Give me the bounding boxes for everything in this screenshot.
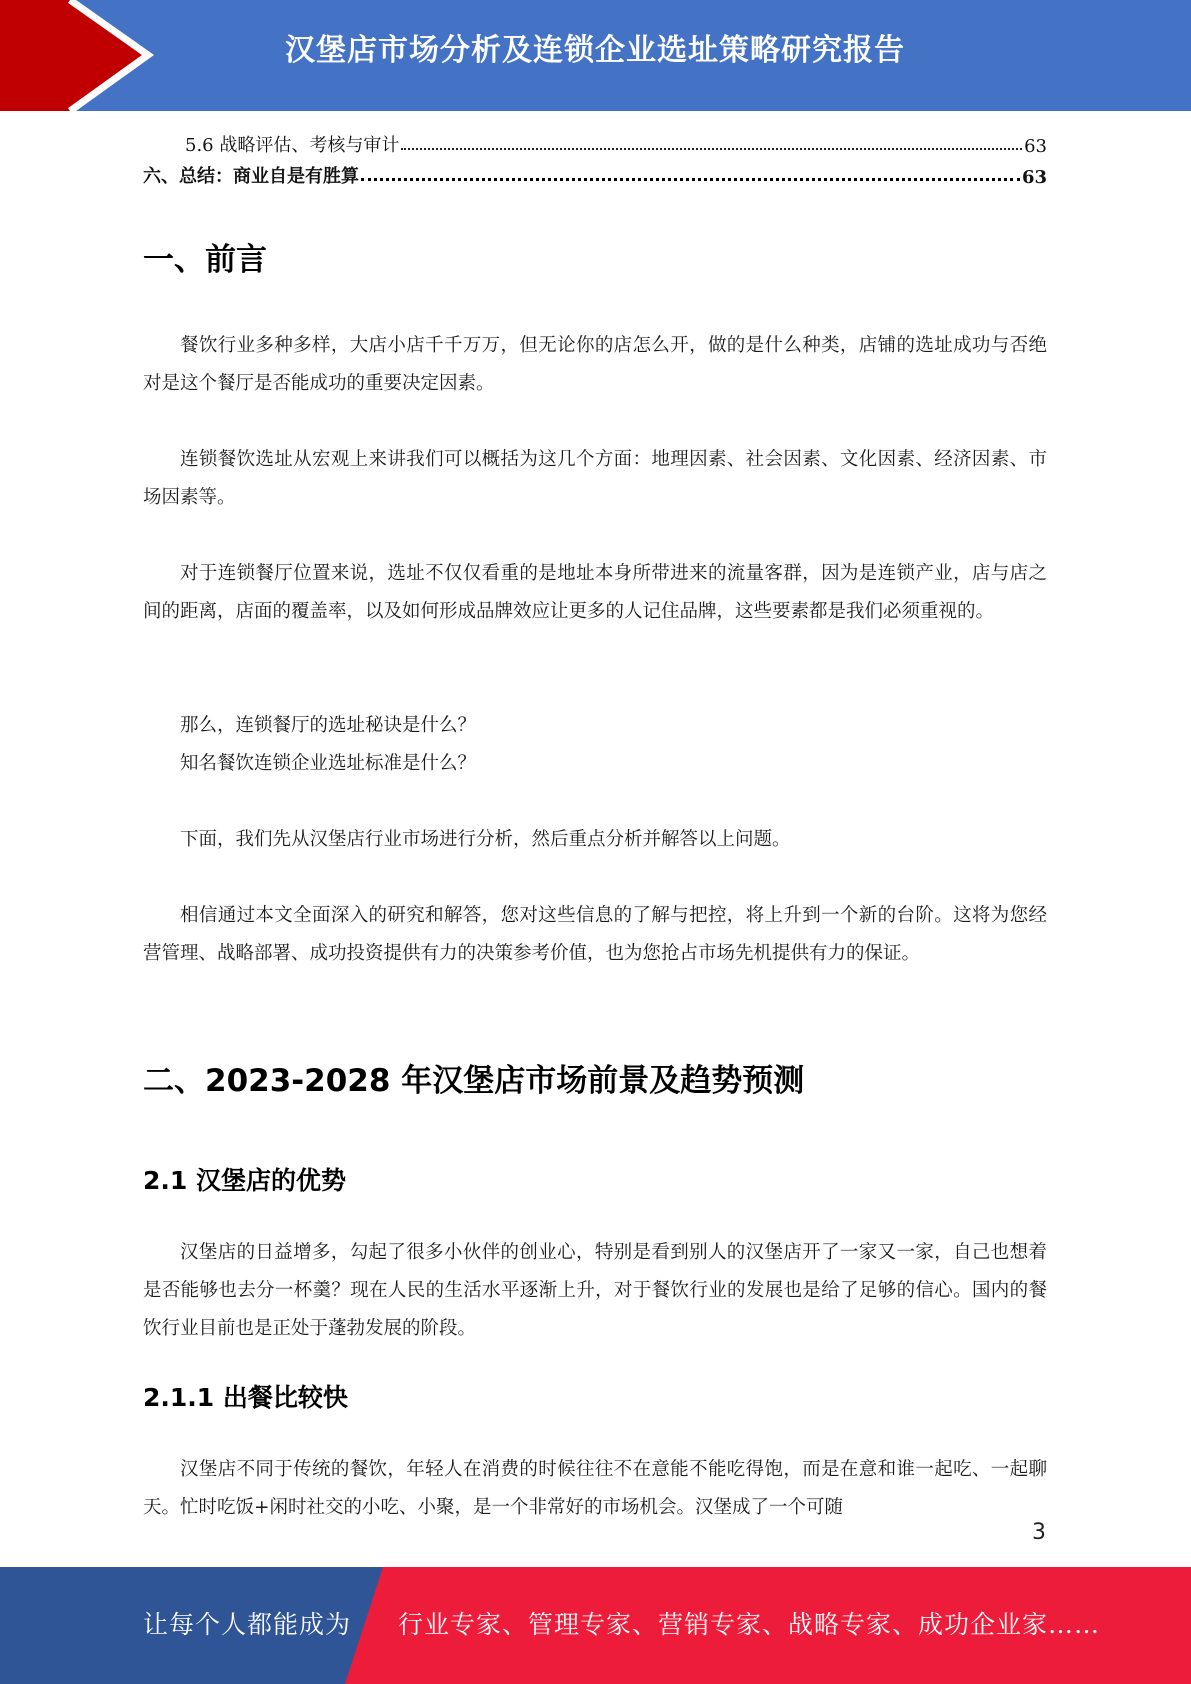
paragraph: 餐饮行业多种多样，大店小店千千万万，但无论你的店怎么开，做的是什么种类，店铺的选址成功与否绝对是这个餐厅是否能成功的重要决定因素。 <box>143 335 1047 394</box>
report-title: 汉堡店市场分析及连锁企业选址策略研究报告 <box>285 33 905 68</box>
toc-entry[interactable] <box>185 127 1047 157</box>
header-banner <box>0 0 1191 111</box>
subsection-heading: 2.1 汉堡店的优势 <box>143 1166 346 1195</box>
paragraph: 相信通过本文全面深入的研究和解答，您对这些信息的了解与把控，将上升到一个新的台阶。这将为您经营管理、战略部署、成功投资提供有力的决策参考价值，也为您抢占市场先机提供有力的保证。 <box>143 905 1047 964</box>
paragraph: 连锁餐饮选址从宏观上来讲我们可以概括为这几个方面：地理因素、社会因素、文化因素、经济因素、市场因素等。 <box>143 449 1047 508</box>
paragraph: 对于连锁餐厅位置来说，选址不仅仅看重的是地址本身所带进来的流量客群，因为是连锁产业，店与店之间的距离，店面的覆盖率，以及如何形成品牌效应让更多的人记住品牌，这些要素都是我们必须重视的。 <box>143 563 1047 622</box>
paragraph: 那么，连锁餐厅的选址秘诀是什么？ <box>180 715 477 736</box>
toc-leader-dots <box>361 178 1020 181</box>
footer-banner <box>0 1567 1191 1684</box>
section-heading: 一、前言 <box>143 242 267 278</box>
footer-slogan-right: 行业专家、管理专家、营销专家、战略专家、成功企业家…… <box>398 1610 1101 1639</box>
toc-entry-label: 六、总结：商业自是有胜算 <box>143 166 359 187</box>
toc-entry-label: 5.6 战略评估、考核与审计 <box>185 135 400 156</box>
toc-leader-dots <box>401 148 1022 150</box>
page-number: 3 <box>1032 1520 1046 1545</box>
toc-entry-page: 63 <box>1021 167 1047 188</box>
section-heading: 二、2023-2028 年汉堡店市场前景及趋势预测 <box>143 1063 805 1099</box>
paragraph: 知名餐饮连锁企业选址标准是什么？ <box>180 753 477 774</box>
paragraph: 汉堡店不同于传统的餐饮，年轻人在消费的时候往往不在意能不能吃得饱，而是在意和谁一起吃、一起聊天。忙时吃饭+闲时社交的小吃、小聚，是一个非常好的市场机会。汉堡成了一个可随 <box>143 1459 1047 1518</box>
subsection-heading: 2.1.1 出餐比较快 <box>143 1383 348 1412</box>
footer-slogan-left: 让每个人都能成为 <box>143 1610 352 1639</box>
toc-entry-page: 63 <box>1024 136 1047 157</box>
paragraph: 汉堡店的日益增多，勾起了很多小伙伴的创业心，特别是看到别人的汉堡店开了一家又一家，自己也想着是否能够也去分一杯羹？现在人民的生活水平逐渐上升，对于餐饮行业的发展也是给了足够的信心。国内的餐饮行业目前也是正处于蓬勃发展的阶段。 <box>143 1242 1047 1339</box>
toc-entry[interactable] <box>143 158 1047 188</box>
paragraph: 下面，我们先从汉堡店行业市场进行分析，然后重点分析并解答以上问题。 <box>180 829 791 850</box>
